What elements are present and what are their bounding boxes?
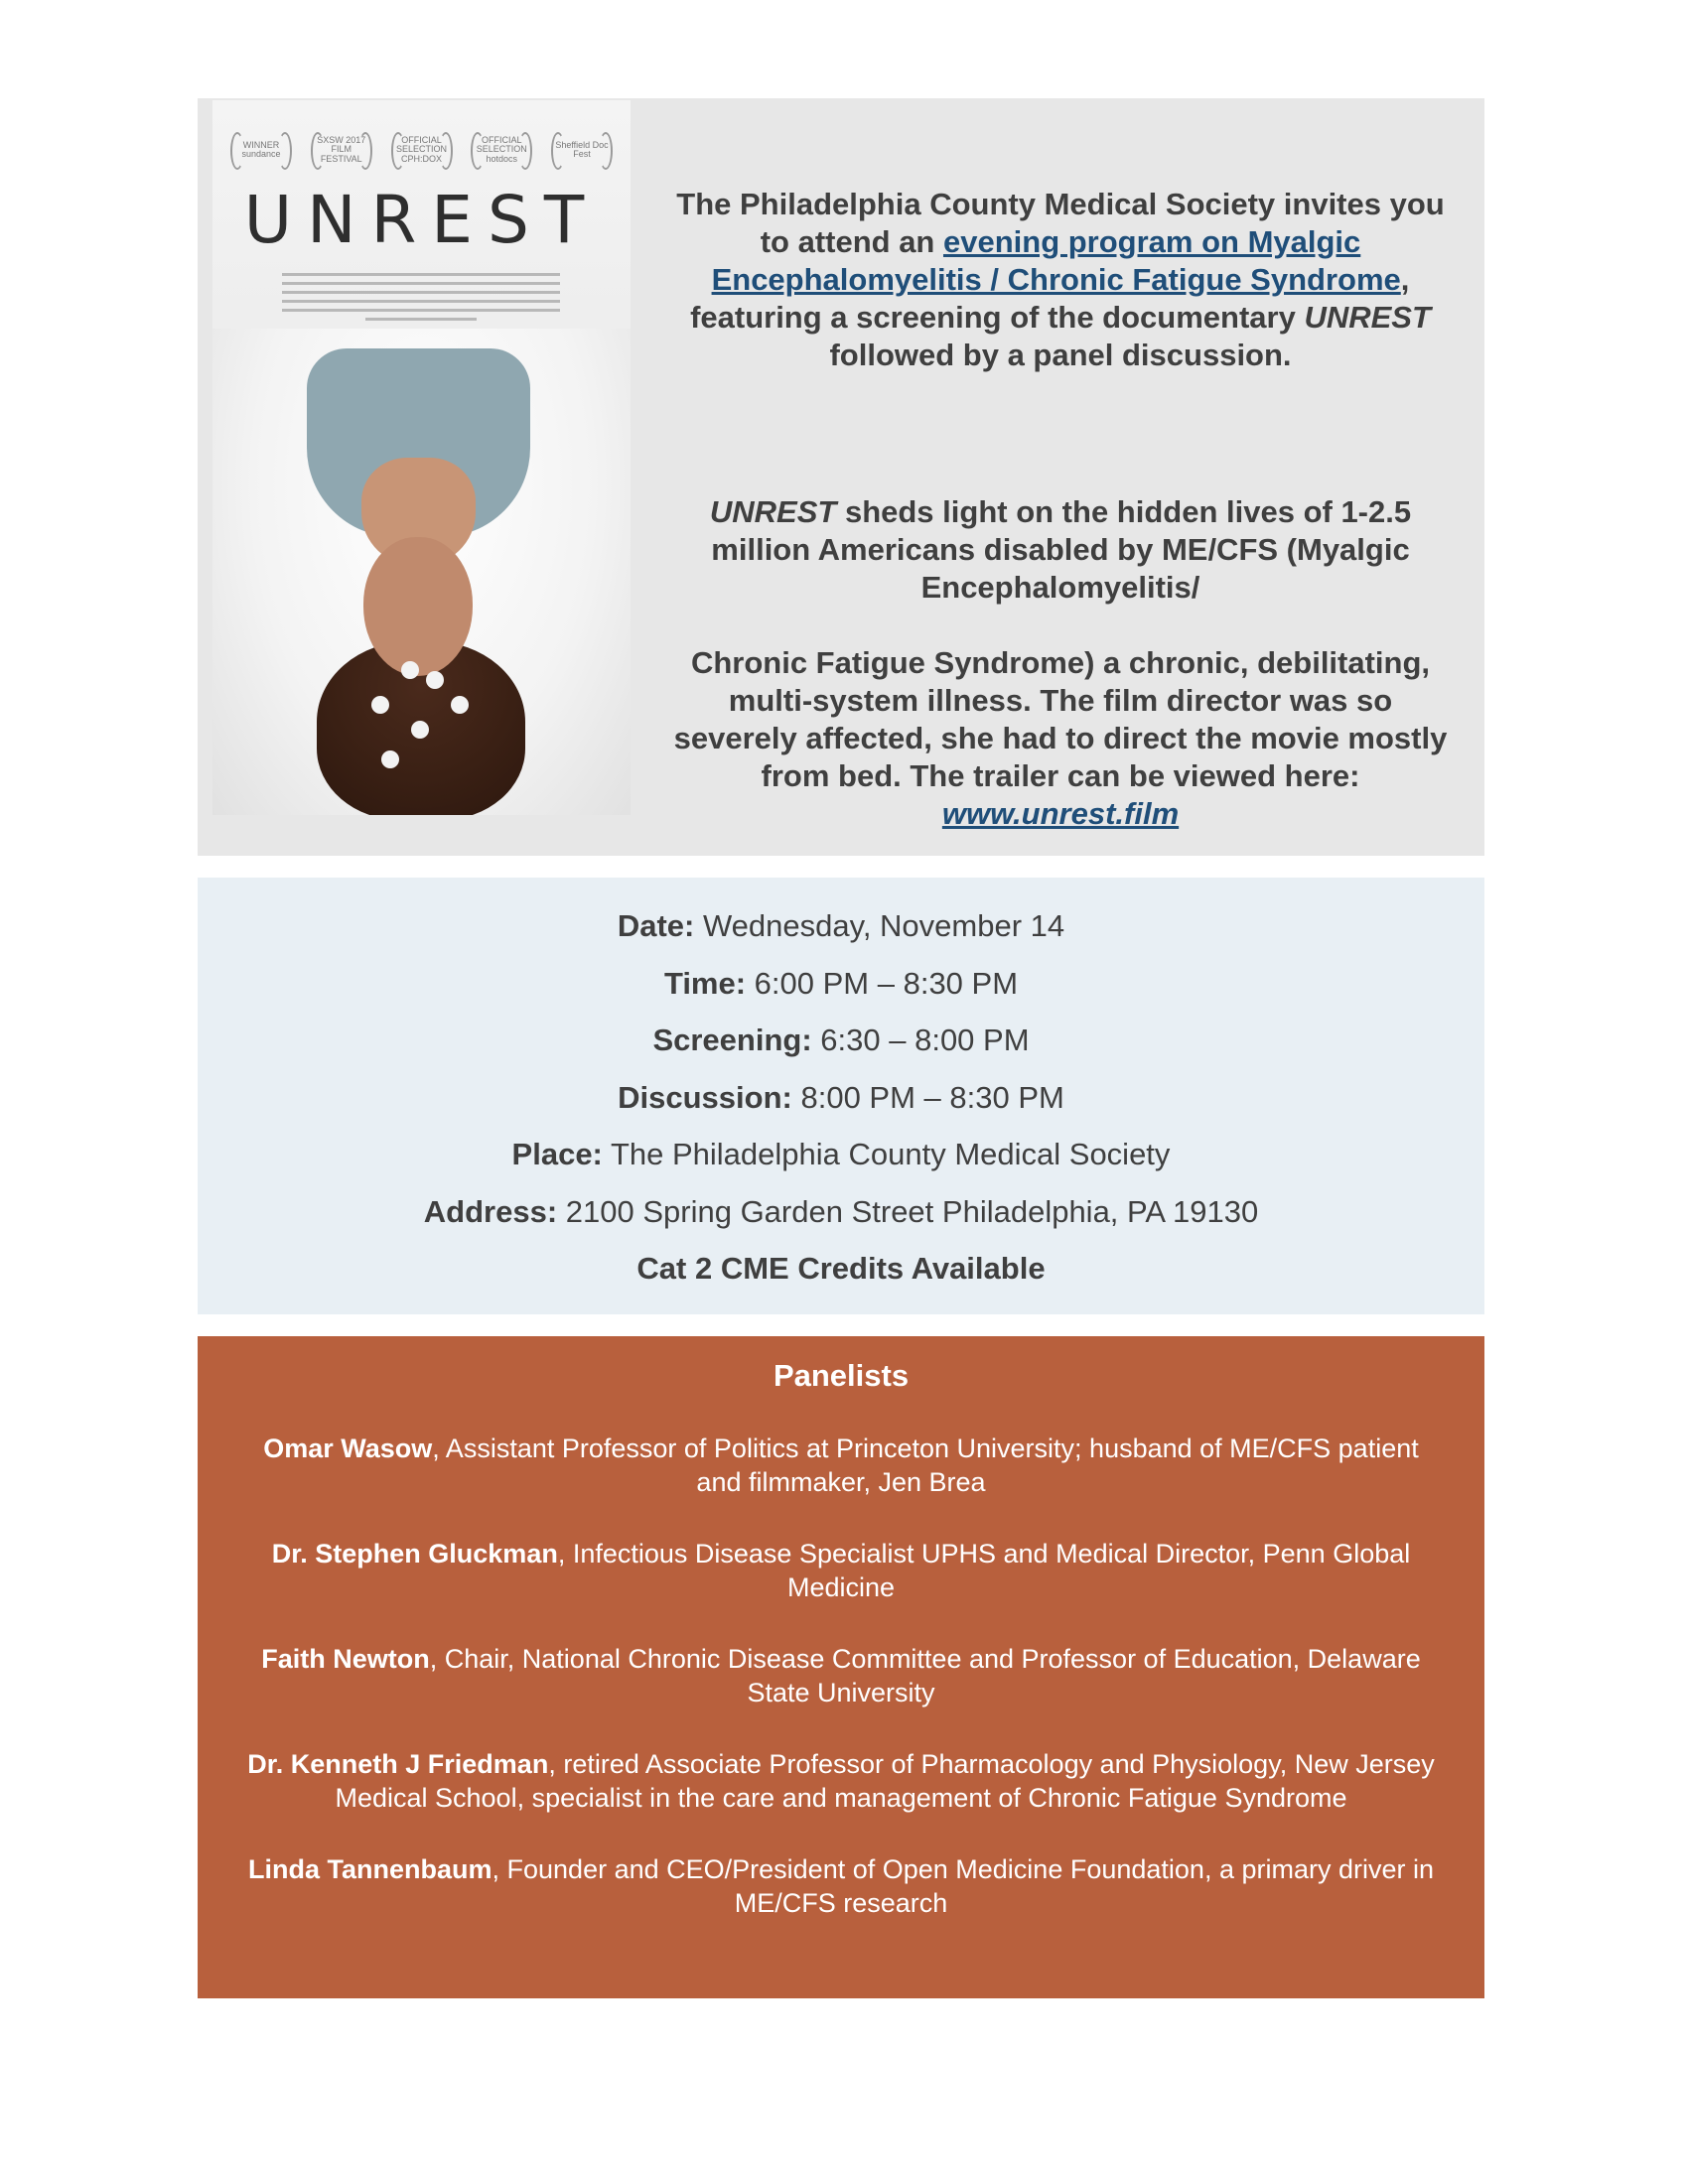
panelist-name: Dr. Stephen Gluckman (271, 1539, 558, 1569)
place-row (198, 1126, 1484, 1183)
panelist-desc: , Infectious Disease Specialist UPHS and Medical Director, Penn Global Medicine (557, 1539, 1411, 1602)
poster-face (363, 537, 473, 676)
film-title: UNREST (1304, 300, 1431, 335)
invitation-text (668, 186, 1453, 374)
electrode-pad (371, 696, 389, 714)
poster-title: UNREST (243, 182, 600, 258)
detail-label: Time: (663, 965, 747, 1001)
poster-credits (282, 267, 560, 327)
panelist-name: Omar Wasow (263, 1433, 433, 1463)
cme-credits: Cat 2 CME Credits Available (636, 1251, 1046, 1286)
electrode-pad (401, 661, 419, 679)
detail-value: 6:00 PM – 8:30 PM (746, 965, 1019, 1001)
electrode-pad (381, 751, 399, 768)
panelist (237, 1852, 1445, 1920)
description-text: sheds light on the hidden lives of 1-2.5 million Americans disabled by ME/CFS (Myalgic Encephalomyelitis/ (711, 494, 1412, 605)
film-description (668, 493, 1453, 833)
laurel-badge: Sheffield Doc Fest (551, 128, 613, 172)
panelist (237, 1642, 1445, 1709)
panelist-name: Dr. Kenneth J Friedman (247, 1749, 549, 1779)
panelist (237, 1537, 1445, 1604)
description-text: Chronic Fatigue Syndrome) a chronic, debilitating, multi-system illness. The film director was so severely affected, she had to direct the movie mostly from bed. The trailer can be viewed here: (673, 645, 1448, 793)
date-row (198, 897, 1484, 955)
panelist-desc: , Founder and CEO/President of Open Medicine Foundation, a primary driver in ME/CFS research (492, 1854, 1434, 1918)
intro-section (198, 98, 1484, 856)
program-link[interactable]: evening program on Myalgic Encephalomyelitis / Chronic Fatigue Syndrome (711, 224, 1401, 297)
panelists-list (237, 1432, 1445, 1958)
electrode-pad (426, 671, 444, 689)
trailer-link[interactable]: www.unrest.film (941, 796, 1180, 831)
panelist-desc: , retired Associate Professor of Pharmacology and Physiology, New Jersey Medical School, specialist in the care and management of Chronic Fatigue Syndrome (335, 1749, 1435, 1813)
detail-value: 2100 Spring Garden Street Philadelphia, PA 19130 (557, 1193, 1259, 1229)
intro-text: followed by a panel discussion. (829, 338, 1292, 372)
laurel-badge: WINNER sundance (230, 128, 292, 172)
panelists-section (198, 1336, 1484, 1998)
panelist-desc: , Chair, National Chronic Disease Committee and Professor of Education, Delaware State University (429, 1644, 1421, 1707)
detail-label: Address: (423, 1193, 558, 1229)
screening-row (198, 1012, 1484, 1069)
intro-text: The Philadelphia County Medical Society invites you to attend an (676, 187, 1445, 259)
intro-text: , featuring a screening of the documentary (690, 262, 1410, 335)
panelist-desc: , Assistant Professor of Politics at Princeton University; husband of ME/CFS patient and filmmaker, Jen Brea (432, 1433, 1419, 1497)
laurel-badge: OFFICIAL SELECTION CPH:DOX (391, 128, 453, 172)
panelist-name: Linda Tannenbaum (248, 1854, 492, 1884)
panelist-name: Faith Newton (261, 1644, 430, 1674)
detail-label: Discussion: (618, 1079, 792, 1115)
detail-value: 8:00 PM – 8:30 PM (791, 1079, 1064, 1115)
panelist (237, 1432, 1445, 1499)
detail-value: 6:30 – 8:00 PM (811, 1023, 1030, 1057)
detail-label: Screening: (652, 1023, 812, 1057)
detail-label: Date: (617, 908, 695, 943)
panelists-heading: Panelists (773, 1358, 910, 1393)
event-details (198, 878, 1484, 1314)
detail-value: The Philadelphia County Medical Society (602, 1137, 1171, 1171)
laurel-badge: OFFICIAL SELECTION hotdocs (471, 128, 532, 172)
electrode-pad (411, 721, 429, 739)
film-poster (212, 100, 631, 815)
electrode-pad (451, 696, 469, 714)
film-title: UNREST (709, 494, 837, 529)
detail-value: Wednesday, November 14 (694, 908, 1065, 943)
discussion-row (198, 1069, 1484, 1127)
time-row (198, 955, 1484, 1013)
panelist (237, 1747, 1445, 1815)
festival-laurels (230, 128, 613, 172)
detail-label: Place: (511, 1137, 603, 1171)
laurel-badge: SXSW 2017 FILM FESTIVAL (311, 128, 372, 172)
address-row (198, 1183, 1484, 1241)
